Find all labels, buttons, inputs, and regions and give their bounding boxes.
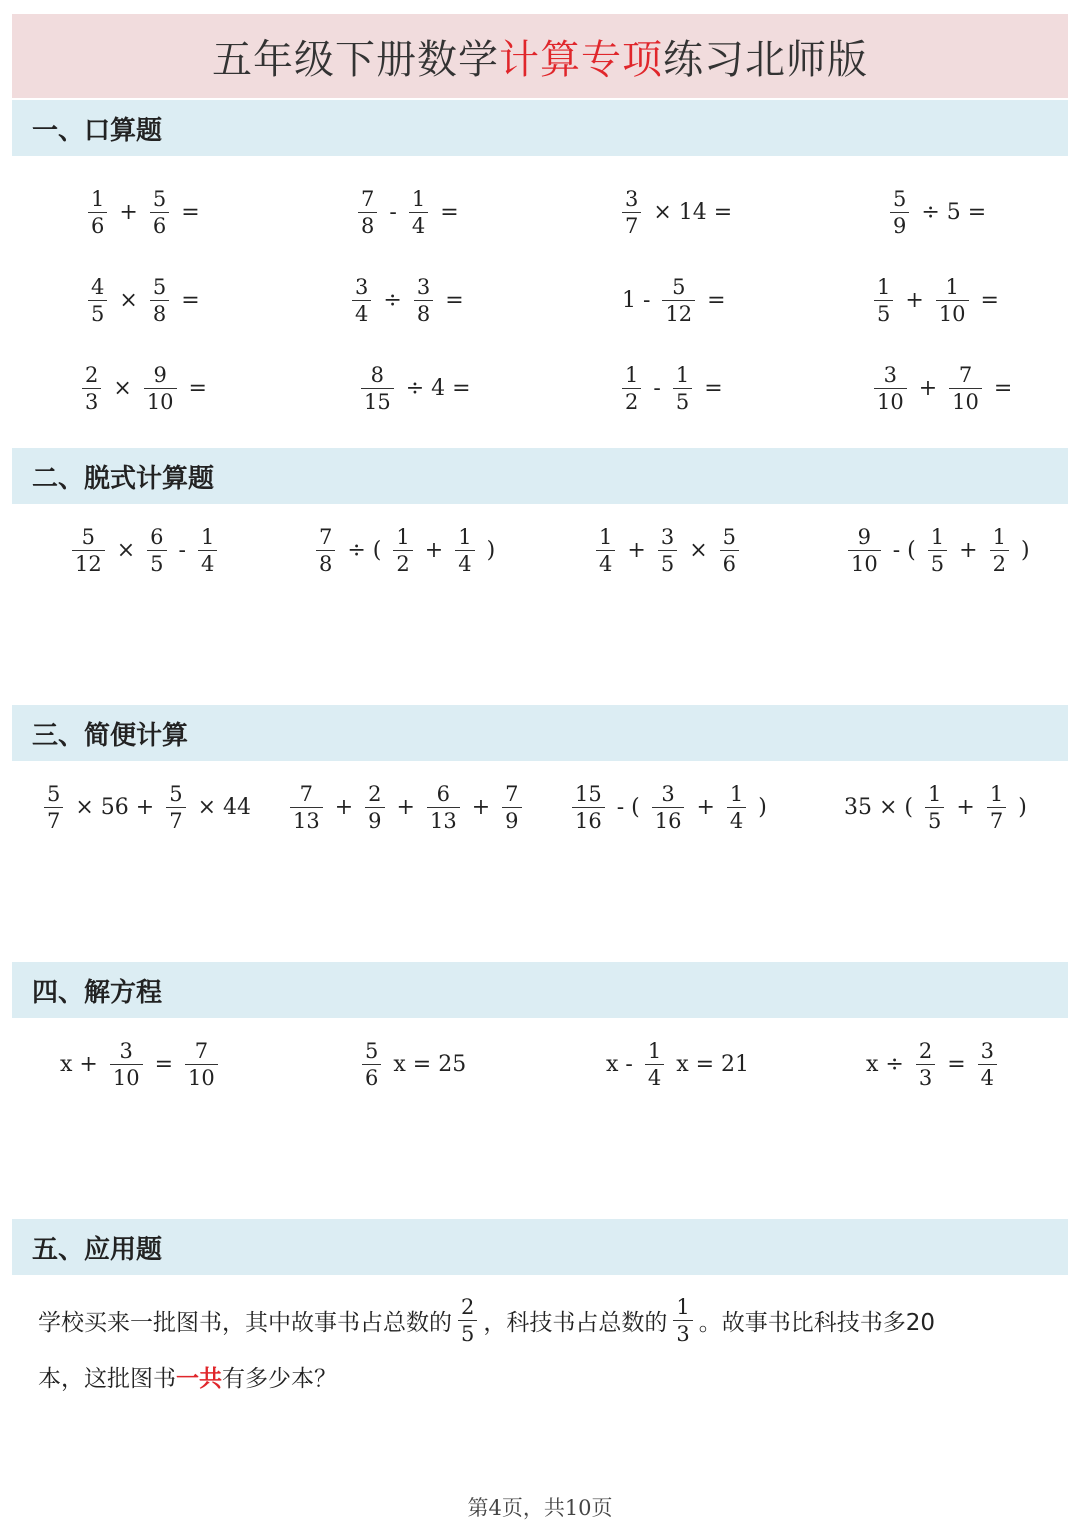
denominator: 4 bbox=[978, 1064, 997, 1091]
fraction bbox=[978, 1038, 997, 1091]
expression-row bbox=[0, 515, 1080, 585]
numerator: 1 bbox=[729, 781, 744, 806]
numerator: 1 bbox=[877, 274, 891, 299]
operator: ÷ ( bbox=[347, 537, 382, 563]
operator: ) bbox=[1018, 794, 1027, 820]
operator: ÷ 4 = bbox=[405, 375, 471, 401]
operator: = bbox=[181, 287, 200, 313]
numerator: 5 bbox=[893, 186, 907, 211]
operator: × bbox=[689, 537, 708, 563]
numerator: 8 bbox=[370, 362, 385, 387]
denominator: 7 bbox=[44, 807, 63, 834]
math-expression bbox=[355, 353, 477, 423]
denominator: 9 bbox=[502, 807, 521, 834]
fraction bbox=[150, 186, 169, 239]
math-expression bbox=[566, 772, 773, 842]
numerator: 1 bbox=[930, 524, 945, 549]
operator: x = 25 bbox=[393, 1051, 467, 1077]
operator: × bbox=[116, 537, 136, 563]
title-part-3: 练习北师版 bbox=[663, 36, 868, 83]
fraction bbox=[198, 524, 217, 577]
numerator: 15 bbox=[575, 781, 602, 806]
fraction bbox=[622, 362, 641, 415]
operator: = bbox=[188, 375, 207, 401]
math-expression bbox=[842, 515, 1036, 585]
math-expression bbox=[616, 353, 729, 423]
denominator: 2 bbox=[393, 550, 412, 577]
denominator: 3 bbox=[82, 388, 101, 415]
numerator: 5 bbox=[152, 274, 167, 299]
denominator: 7 bbox=[166, 807, 185, 834]
fraction bbox=[928, 524, 947, 577]
denominator: 2 bbox=[990, 550, 1009, 577]
denominator: 12 bbox=[72, 550, 105, 577]
problem-highlight: 一共 bbox=[176, 1365, 222, 1392]
numerator: 1 bbox=[458, 524, 472, 549]
numerator: 5 bbox=[47, 781, 61, 806]
math-expression bbox=[860, 1029, 1003, 1099]
fraction bbox=[925, 781, 944, 834]
denominator: 7 bbox=[622, 212, 641, 239]
operator: x ÷ bbox=[866, 1051, 904, 1077]
denominator: 16 bbox=[652, 807, 685, 834]
numerator: 1 bbox=[396, 524, 410, 549]
denominator: 4 bbox=[727, 807, 746, 834]
math-expression bbox=[310, 515, 501, 585]
numerator: 7 bbox=[361, 186, 375, 211]
fraction bbox=[916, 1038, 935, 1091]
fraction bbox=[658, 524, 677, 577]
fraction bbox=[358, 186, 377, 239]
math-expression bbox=[356, 1029, 472, 1099]
math-expression bbox=[54, 1029, 224, 1099]
fraction bbox=[362, 1038, 381, 1091]
math-expression bbox=[284, 772, 528, 842]
problem-text-3: 。故事书比科技书多20 bbox=[698, 1309, 936, 1336]
operator: = bbox=[704, 375, 723, 401]
denominator: 15 bbox=[361, 388, 394, 415]
math-expression bbox=[868, 353, 1018, 423]
operator: - ( bbox=[892, 537, 916, 563]
numerator: 3 bbox=[119, 1038, 133, 1063]
fraction bbox=[936, 274, 969, 327]
operator: = bbox=[980, 287, 999, 313]
operator: + bbox=[959, 537, 978, 563]
math-expression bbox=[82, 265, 206, 335]
denominator: 4 bbox=[596, 550, 615, 577]
denominator: 6 bbox=[150, 212, 169, 239]
numerator: 1 bbox=[647, 1038, 662, 1063]
expression-row bbox=[0, 353, 1080, 423]
word-problem bbox=[38, 1292, 1048, 1404]
operator: × 44 bbox=[197, 794, 252, 820]
denominator: 4 bbox=[352, 300, 371, 327]
denominator: 5 bbox=[673, 388, 692, 415]
numerator: 1 bbox=[200, 524, 215, 549]
math-expression bbox=[838, 772, 1033, 842]
operator: = bbox=[440, 199, 459, 225]
expression-row bbox=[0, 177, 1080, 247]
math-expression bbox=[66, 515, 223, 585]
fraction bbox=[949, 362, 982, 415]
fraction bbox=[361, 362, 394, 415]
fraction bbox=[427, 781, 460, 834]
fraction bbox=[990, 524, 1009, 577]
denominator: 10 bbox=[110, 1064, 143, 1091]
numerator: 1 bbox=[599, 524, 613, 549]
numerator: 5 bbox=[169, 781, 183, 806]
math-expression bbox=[590, 515, 745, 585]
title-part-1: 五年级下册数学 bbox=[212, 36, 499, 83]
denominator: 8 bbox=[150, 300, 169, 327]
operator: × bbox=[119, 287, 138, 313]
math-expression bbox=[884, 177, 992, 247]
numerator: 4 bbox=[91, 274, 105, 299]
fraction bbox=[290, 781, 323, 834]
numerator: 1 bbox=[989, 781, 1004, 806]
fraction bbox=[150, 274, 169, 327]
operator: × 56 + bbox=[75, 794, 155, 820]
fraction bbox=[88, 186, 107, 239]
denominator: 10 bbox=[874, 388, 907, 415]
fraction: $\frac{2}{5}$ bbox=[458, 1294, 477, 1347]
numerator: 2 bbox=[368, 781, 382, 806]
denominator: 4 bbox=[198, 550, 217, 577]
operator: ÷ 5 = bbox=[921, 199, 987, 225]
denominator: 6 bbox=[362, 1064, 381, 1091]
denominator: 16 bbox=[572, 807, 605, 834]
fraction bbox=[502, 781, 521, 834]
numerator: 1 bbox=[992, 524, 1006, 549]
problem-text-4: 本，这批图书 bbox=[38, 1365, 176, 1392]
fraction bbox=[874, 274, 893, 327]
operator: + bbox=[334, 794, 354, 820]
fraction bbox=[673, 362, 692, 415]
operator: = bbox=[993, 375, 1013, 401]
numerator: 7 bbox=[958, 362, 973, 387]
operator: = bbox=[947, 1051, 966, 1077]
fraction bbox=[110, 1038, 143, 1091]
denominator: 5 bbox=[147, 550, 166, 577]
fraction bbox=[88, 274, 107, 327]
operator: ) bbox=[758, 794, 767, 820]
page-title bbox=[12, 14, 1068, 98]
operator: 35 × ( bbox=[844, 794, 913, 820]
math-expression bbox=[346, 265, 470, 335]
denominator: 5 bbox=[874, 300, 893, 327]
fraction bbox=[987, 781, 1006, 834]
section-header-oral: 一、口算题 bbox=[12, 100, 1068, 156]
fraction bbox=[185, 1038, 218, 1091]
numerator: 3 bbox=[883, 362, 898, 387]
operator: - ( bbox=[616, 794, 640, 820]
denominator: 12 bbox=[662, 300, 695, 327]
operator: ) bbox=[486, 537, 496, 563]
denominator: 5 bbox=[88, 300, 107, 327]
numerator: 3 bbox=[355, 274, 369, 299]
denominator: 9 bbox=[365, 807, 384, 834]
numerator: 2 bbox=[85, 362, 99, 387]
numerator: 1 bbox=[91, 186, 105, 211]
operator: = bbox=[154, 1051, 174, 1077]
math-expression bbox=[38, 772, 257, 842]
fraction bbox=[409, 186, 428, 239]
fraction bbox=[44, 781, 63, 834]
math-expression bbox=[868, 265, 1005, 335]
expression-row bbox=[0, 1029, 1080, 1099]
operator: - bbox=[178, 537, 186, 563]
numerator: 5 bbox=[152, 186, 167, 211]
denominator: 3 bbox=[916, 1064, 935, 1091]
denominator: 9 bbox=[890, 212, 909, 239]
operator: x - bbox=[606, 1051, 633, 1077]
denominator: 10 bbox=[848, 550, 881, 577]
fraction bbox=[622, 186, 641, 239]
operator: x = 21 bbox=[676, 1051, 750, 1077]
operator: = bbox=[181, 199, 200, 225]
numerator: 1 bbox=[928, 781, 942, 806]
denominator: 10 bbox=[936, 300, 969, 327]
denominator: 10 bbox=[949, 388, 982, 415]
operator: + bbox=[918, 375, 938, 401]
numerator: 3 bbox=[416, 274, 431, 299]
math-expression bbox=[76, 353, 213, 423]
fraction bbox=[455, 524, 474, 577]
section-header-simplify: 三、简便计算 bbox=[12, 705, 1068, 761]
numerator: 5 bbox=[81, 524, 96, 549]
expression-row bbox=[0, 772, 1080, 842]
problem-text-2: ，科技书占总数的 bbox=[483, 1309, 668, 1336]
title-highlight: 计算专项 bbox=[499, 36, 663, 83]
operator: + bbox=[471, 794, 491, 820]
denominator: 13 bbox=[290, 807, 323, 834]
numerator: 5 bbox=[365, 1038, 379, 1063]
fraction bbox=[720, 524, 739, 577]
denominator: 7 bbox=[987, 807, 1006, 834]
numerator: 3 bbox=[980, 1038, 995, 1063]
numerator: 1 bbox=[945, 274, 959, 299]
operator: = bbox=[445, 287, 464, 313]
numerator: 6 bbox=[150, 524, 164, 549]
denominator: 6 bbox=[720, 550, 739, 577]
fraction bbox=[352, 274, 371, 327]
numerator: 7 bbox=[194, 1038, 209, 1063]
problem-text-1: 学校买来一批图书，其中故事书占总数的 bbox=[38, 1309, 452, 1336]
numerator: 3 bbox=[661, 781, 675, 806]
math-expression bbox=[82, 177, 206, 247]
fraction bbox=[72, 524, 105, 577]
denominator: 4 bbox=[645, 1064, 664, 1091]
fraction bbox=[144, 362, 177, 415]
operator: + bbox=[956, 794, 975, 820]
numerator: 7 bbox=[505, 781, 519, 806]
operator: + bbox=[627, 537, 646, 563]
operator: + bbox=[696, 794, 715, 820]
fraction bbox=[82, 362, 101, 415]
fraction bbox=[596, 524, 615, 577]
denominator: 5 bbox=[928, 550, 947, 577]
fraction bbox=[662, 274, 695, 327]
math-expression bbox=[616, 177, 738, 247]
fraction bbox=[166, 781, 185, 834]
operator: + bbox=[119, 199, 138, 225]
denominator: 10 bbox=[185, 1064, 218, 1091]
denominator: 8 bbox=[316, 550, 335, 577]
math-expression bbox=[352, 177, 465, 247]
operator: x + bbox=[60, 1051, 98, 1077]
operator: × 14 = bbox=[653, 199, 733, 225]
numerator: 2 bbox=[918, 1038, 933, 1063]
section-header-word-problem: 五、应用题 bbox=[12, 1219, 1068, 1275]
fraction bbox=[414, 274, 433, 327]
operator: × bbox=[113, 375, 132, 401]
operator: = bbox=[707, 287, 726, 313]
numerator: 1 bbox=[625, 362, 639, 387]
operator: + bbox=[424, 537, 444, 563]
math-expression bbox=[616, 265, 732, 335]
operator: + bbox=[905, 287, 924, 313]
fraction bbox=[848, 524, 881, 577]
fraction bbox=[890, 186, 909, 239]
math-expression bbox=[600, 1029, 755, 1099]
denominator: 5 bbox=[925, 807, 944, 834]
fraction bbox=[874, 362, 907, 415]
page-footer: 第4页，共10页 bbox=[467, 1496, 613, 1520]
denominator: 4 bbox=[409, 212, 428, 239]
operator: - bbox=[653, 375, 661, 401]
operator: ÷ bbox=[383, 287, 402, 313]
fraction bbox=[147, 524, 166, 577]
fraction: $\frac{1}{3}$ bbox=[673, 1294, 692, 1347]
fraction bbox=[645, 1038, 664, 1091]
numerator: 9 bbox=[153, 362, 167, 387]
numerator: 5 bbox=[672, 274, 686, 299]
numerator: 1 bbox=[411, 186, 426, 211]
denominator: 4 bbox=[455, 550, 474, 577]
problem-text-5: 有多少本？ bbox=[222, 1365, 337, 1392]
expression-row bbox=[0, 265, 1080, 335]
numerator: 7 bbox=[299, 781, 314, 806]
numerator: 1 bbox=[675, 362, 690, 387]
section-header-equations: 四、解方程 bbox=[12, 962, 1068, 1018]
denominator: 8 bbox=[414, 300, 433, 327]
numerator: 5 bbox=[722, 524, 736, 549]
fraction bbox=[727, 781, 746, 834]
numerator: 3 bbox=[660, 524, 675, 549]
denominator: 6 bbox=[88, 212, 107, 239]
denominator: 5 bbox=[658, 550, 677, 577]
operator: 1 - bbox=[622, 287, 651, 313]
fraction bbox=[316, 524, 335, 577]
denominator: 8 bbox=[358, 212, 377, 239]
denominator: 10 bbox=[144, 388, 177, 415]
operator: + bbox=[396, 794, 415, 820]
operator: ) bbox=[1020, 537, 1030, 563]
section-header-stepwise: 二、脱式计算题 bbox=[12, 448, 1068, 504]
fraction bbox=[652, 781, 685, 834]
fraction bbox=[572, 781, 605, 834]
numerator: 6 bbox=[436, 781, 451, 806]
denominator: 13 bbox=[427, 807, 460, 834]
denominator: 2 bbox=[622, 388, 641, 415]
fraction bbox=[365, 781, 384, 834]
numerator: 3 bbox=[625, 186, 639, 211]
fraction bbox=[393, 524, 412, 577]
operator: - bbox=[389, 199, 397, 225]
numerator: 7 bbox=[319, 524, 333, 549]
numerator: 9 bbox=[857, 524, 872, 549]
